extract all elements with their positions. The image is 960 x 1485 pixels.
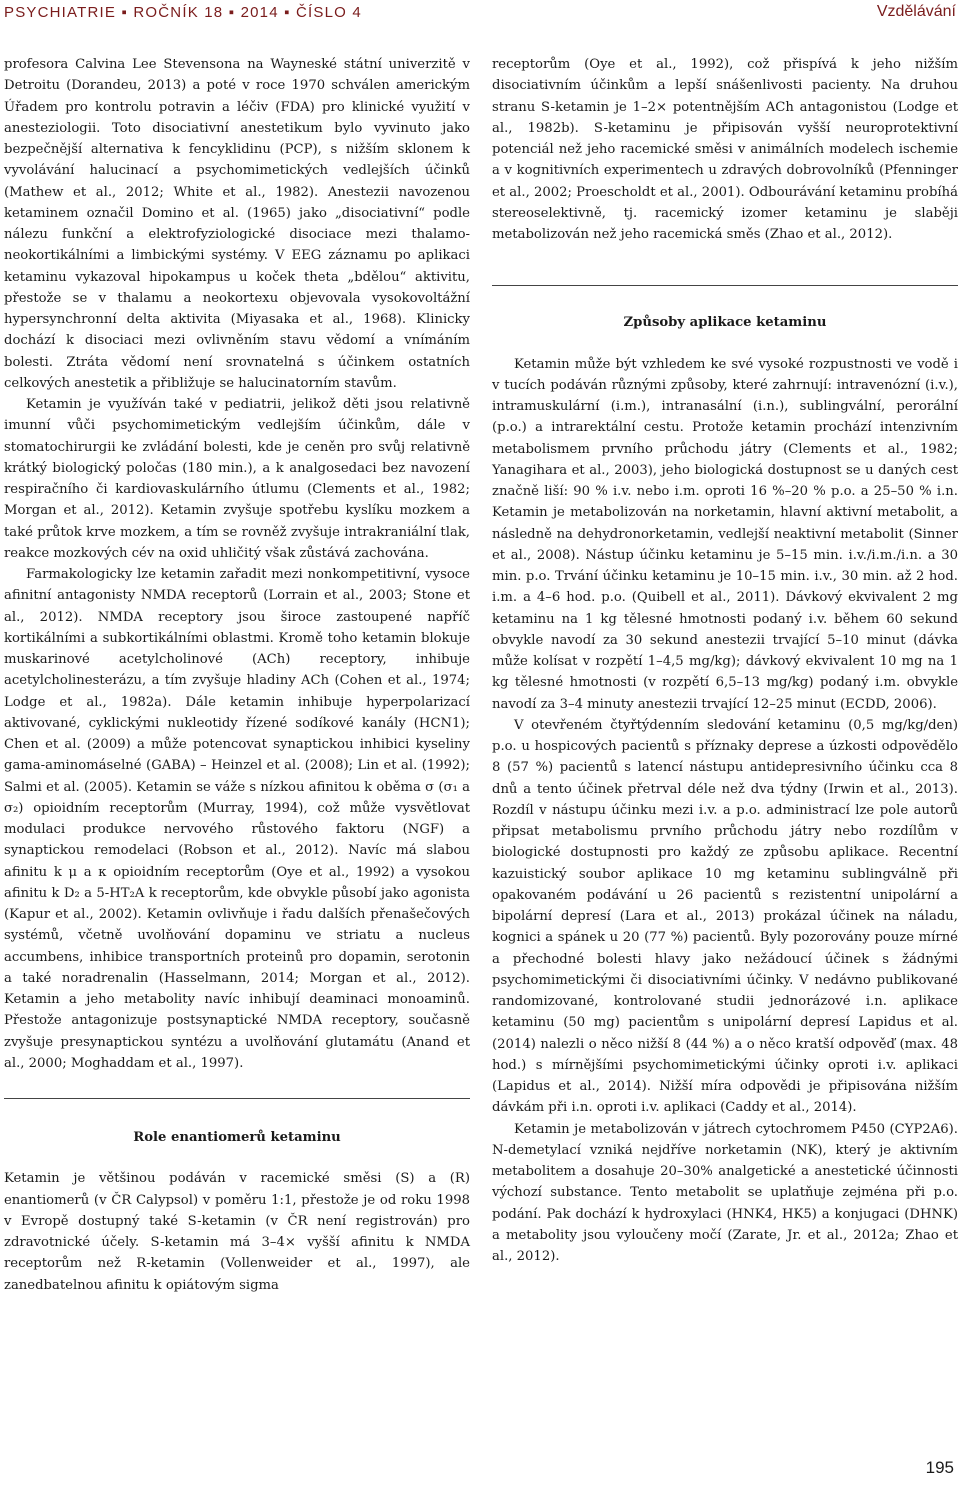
- section-heading: Způsoby aplikace ketaminu: [623, 315, 827, 331]
- paragraph: Ketamin je metabolizován v játrech cytochromem P450 (CYP2A6). N-demetylací vzniká nejdříve norketamin (NK), který je aktivním metabolitem a dosahuje 20–30% analgetické a anestetické účinnosti výchozí substance. Tento metabolit se uplatňuje zejména při p.o. podání. Pak dochází k hydroxylaci (HNK4, HK5) a konjugaci (DHNK) a metabolity jsou vyloučeny močí (Zarate, Jr. et al., 2012a; Zhao et al., 2012).: [492, 1121, 958, 1264]
- paragraph: Ketamin je využíván také v pediatrii, jelikož děti jsou relativně imunní vůči psychomimetickým vedlejším účinkům, dále v stomatochirurgii ke zvládání bolesti, kde je ceněn pro svůj relativně krátký biologický poločas (180 min.), a k analgosedaci bez navození respiračního či kardiovaskulárního útlumu (Clements et al., 1982; Morgan et al., 2012). Ketamin zvyšuje spotřebu kyslíku mozkem a také průtok krve mozkem, a tím se rovněž zvyšuje intrakraniální tlak, reakce mozkových cév na oxid uhličitý však zůstává zachována.: [4, 397, 470, 561]
- right-column: [492, 54, 958, 1267]
- paragraph: profesora Calvina Lee Stevensona na Wayneské státní univerzitě v Detroitu (Dorandeu, 2013) a poté v roce 1970 schválen americkým Úřadem pro kontrolu potravin a léčiv (FDA) pro klinické využití v anesteziologii. Toto disociativní anestetikum bylo vyvinuto jako bezpečnější alternativa k fencyklidinu (PCP), s nižším sklonem k vyvolávání halucinací a psychomimetických vedlejších účinků (Mathew et al., 2012; White et al., 1982). Anestezii navozenou ketaminem označil Domino et al. (1965) jako „disociativní“ podle nálezu funkční a elektrofyziologické disociace mezi thalamo-neokortikálními a limbickými systémy. V EEG záznamu po aplikaci ketaminu vykazoval hipokampus u koček theta „bdělou“ aktivitu, přestože se v thalamu a neokortexu objevovala vysokovoltážní hypersynchronní delta aktivita (Miyasaka et al., 1968). Klinicky dochází k disociaci mezi ovlivněním stavu vědomí a vnímáním bolesti. Ztráta vědomí není srovnatelná s účinkem ostatních celkových anestetik a přibližuje se halucinatorním stavům.: [4, 57, 470, 391]
- paragraph: V otevřeném čtyřtýdenním sledování ketaminu (0,5 mg/kg/den) p.o. u hospicových pacientů s příznaky deprese a úzkosti odpovědělo 8 (57 %) pacientů s latencí nástupu antidepresivního účinku cca 8 dnů a tento účinek přetrval déle než dva týdny (Irwin et al., 2013). Rozdíl v nástupu účinku mezi i.v. a p.o. administrací lze pole autorů připsat metabolismu prvního průchodu játry nebo rozdílům v biologické dostupnosti pro každý ze způsobu aplikace. Recentní kazuistický soubor aplikace 10 mg ketaminu sublingválně při opakovaném podávání u 26 pacientů s rezistentní unipolární a bipolární depresí (Lara et al., 2013) prokázal účinek na náladu, kognici a spánek u 20 (77 %) pacientů. Byly pozorovány pouze mírné a přechodné bolesti hlavy jako nežádoucí účinek s žádnými psychomimetickými či disociativními účinky. V nedávno publikované randomizované, kontrolované studii jednorázové i.n. aplikace ketaminu (50 mg) pacientům s unipolární depresí Lapidus et al. (2014) nalezli o něco nižší 8 (44 %) a o něco kratší odpověď (max. 48 hod.) s mírnějšími psychomimetickými účinky oproti i.v. aplikaci (Lapidus et al., 2014). Nižší míra odpovědi je připisována nižším dávkám při i.n. oproti i.v. aplikaci (Caddy et al., 2014).: [492, 717, 958, 1116]
- page-number: 195: [925, 1458, 954, 1477]
- section-divider: [492, 285, 958, 286]
- journal-title: PSYCHIATRIE ▪ ROČNÍK 18 ▪ 2014 ▪ ČÍSLO 4: [4, 4, 362, 21]
- section-divider: [4, 1098, 470, 1099]
- paragraph: Ketamin je většinou podáván v racemické směsi (S) a (R) enantiomerů (v ČR Calypsol) v poměru 1:1, přestože je od roku 1998 v Evropě dostupný také S-ketamin (v ČR není registrován) pro zdravotnické účely. S-ketamin má 3–4× vyšší afinitu k NMDA receptorům než R-ketamin (Vollenweider et al., 1997), ale zanedbatelnou afinitu k opiátovým sigma: [4, 1171, 470, 1293]
- section-label: Vzdělávání: [876, 3, 956, 20]
- section-heading: Role enantiomerů ketaminu: [133, 1130, 341, 1145]
- running-header: [0, 0, 960, 24]
- paragraph: receptorům (Oye et al., 1992), což přispívá k jeho nižším disociativním účinkům a lepší snášenlivosti pacienty. Na druhou stranu S-ketamin je 1–2× potentnějším ACh antagonistou (Lodge et al., 1982b). S-ketaminu je připisován vyšší neuroprotektivní potenciál než jeho racemické směsi v animálních modelech ischemie a v kognitivních experimentech u zdravých dobrovolníků (Pfenninger et al., 2002; Proescholdt et al., 2001). Odbourávání ketaminu probíhá stereoselektivně, tj. racemický izomer ketaminu je slaběji metabolizován než jeho racemická směs (Zhao et al., 2012).: [492, 57, 958, 242]
- left-column: [4, 54, 470, 1296]
- paragraph: Farmakologicky lze ketamin zařadit mezi nonkompetitivní, vysoce afinitní antagonisty NMDA receptorů (Lorrain et al., 2003; Stone et al., 2012). NMDA receptory jsou široce zastoupené napříč kortikálními a subkortikálními oblastmi. Kromě toho ketamin blokuje muskarinové acetylcholinové (ACh) receptory, inhibuje acetylcholinesterázu, a tím zvyšuje hladiny ACh (Cohen et al., 1974; Lodge et al., 1982a). Dále ketamin inhibuje hyperpolarizací aktivované, cyklickými nukleotidy řízené sodíkové kanály (HCN1); Chen et al. (2009) a může potencovat synaptickou inhibici kyseliny gama-aminomáselné (GABA) – Heinzel et al. (2008); Lin et al. (1992); Salmi et al. (2005). Ketamin se váže s nízkou afinitou k oběma σ (σ₁ a σ₂) opioidním receptorům (Murray, 1994), což může vysvětlovat modulaci produkce nervového růstového faktoru (NGF) a synaptickou remodelaci (Robson et al., 2012). Navíc má slabou afinitu k μ a κ opioidním receptorům (Oye et al., 1992) a vysokou afinitu k D₂ a 5-HT₂A k receptorům, kde obvykle působí jako agonista (Kapur et al., 2002). Ketamin ovlivňuje i řadu dalších přenašečových systémů, včetně uvolňování dopaminu ve striatu a nucleus accumbens, inhibice transportních proteinů pro dopamin, serotonin a také noradrenalin (Hasselmann, 2014; Morgan et al., 2012). Ketamin a jeho metabolity navíc inhibují deaminaci monoaminů. Přestože antagonizuje postsynaptické NMDA receptory, současně zvyšuje presynaptickou syntézu a uvolňování glutamátu (Anand et al., 2000; Moghaddam et al., 1997).: [4, 567, 470, 1071]
- paragraph: Ketamin může být vzhledem ke své vysoké rozpustnosti ve vodě i v tucích podáván různými způsoby, které zahrnují: intravenózní (i.v.), intramuskulární (i.m.), intranasální (i.n.), sublingvální, perorální (p.o.) a intrarektální cestu. Protože ketamin prochází intenzivním metabolismem prvního průchodu játry (Clements et al., 1982; Yanagihara et al., 2003), jeho biologická dostupnost se u daných cest značně liší: 90 % i.v. nebo i.m. oproti 16 %–20 % p.o. a 25–50 % i.n. Ketamin je metabolizován na norketamin, hlavní aktivní metabolit, a následně na dehydronorketamin, vedlejší neaktivní metabolit (Sinner et al., 2008). Nástup účinku ketaminu je 5–15 min. i.v./i.m./i.n. a 30 min. p.o. Trvání účinku ketaminu je 10–15 min. i.v., 30 min. až 2 hod. i.m. a 4–6 hod. p.o. (Quibell et al., 2011). Dávkový ekvivalent 2 mg ketaminu na 1 kg tělesné hmotnosti podaný i.v. během 60 sekund obvykle navodí za 30 sekund anestezii trvající 5–10 minut (dávka může kolísat v rozpětí 1–4,5 mg/kg); dávkový ekvivalent 10 mg na 1 kg tělesné hmotnosti (v rozpětí 6,5–13 mg/kg) podaný i.m. obvykle navodí za 3–4 minuty anestezii trvající 12–25 minut (ECDD, 2006).: [492, 356, 958, 712]
